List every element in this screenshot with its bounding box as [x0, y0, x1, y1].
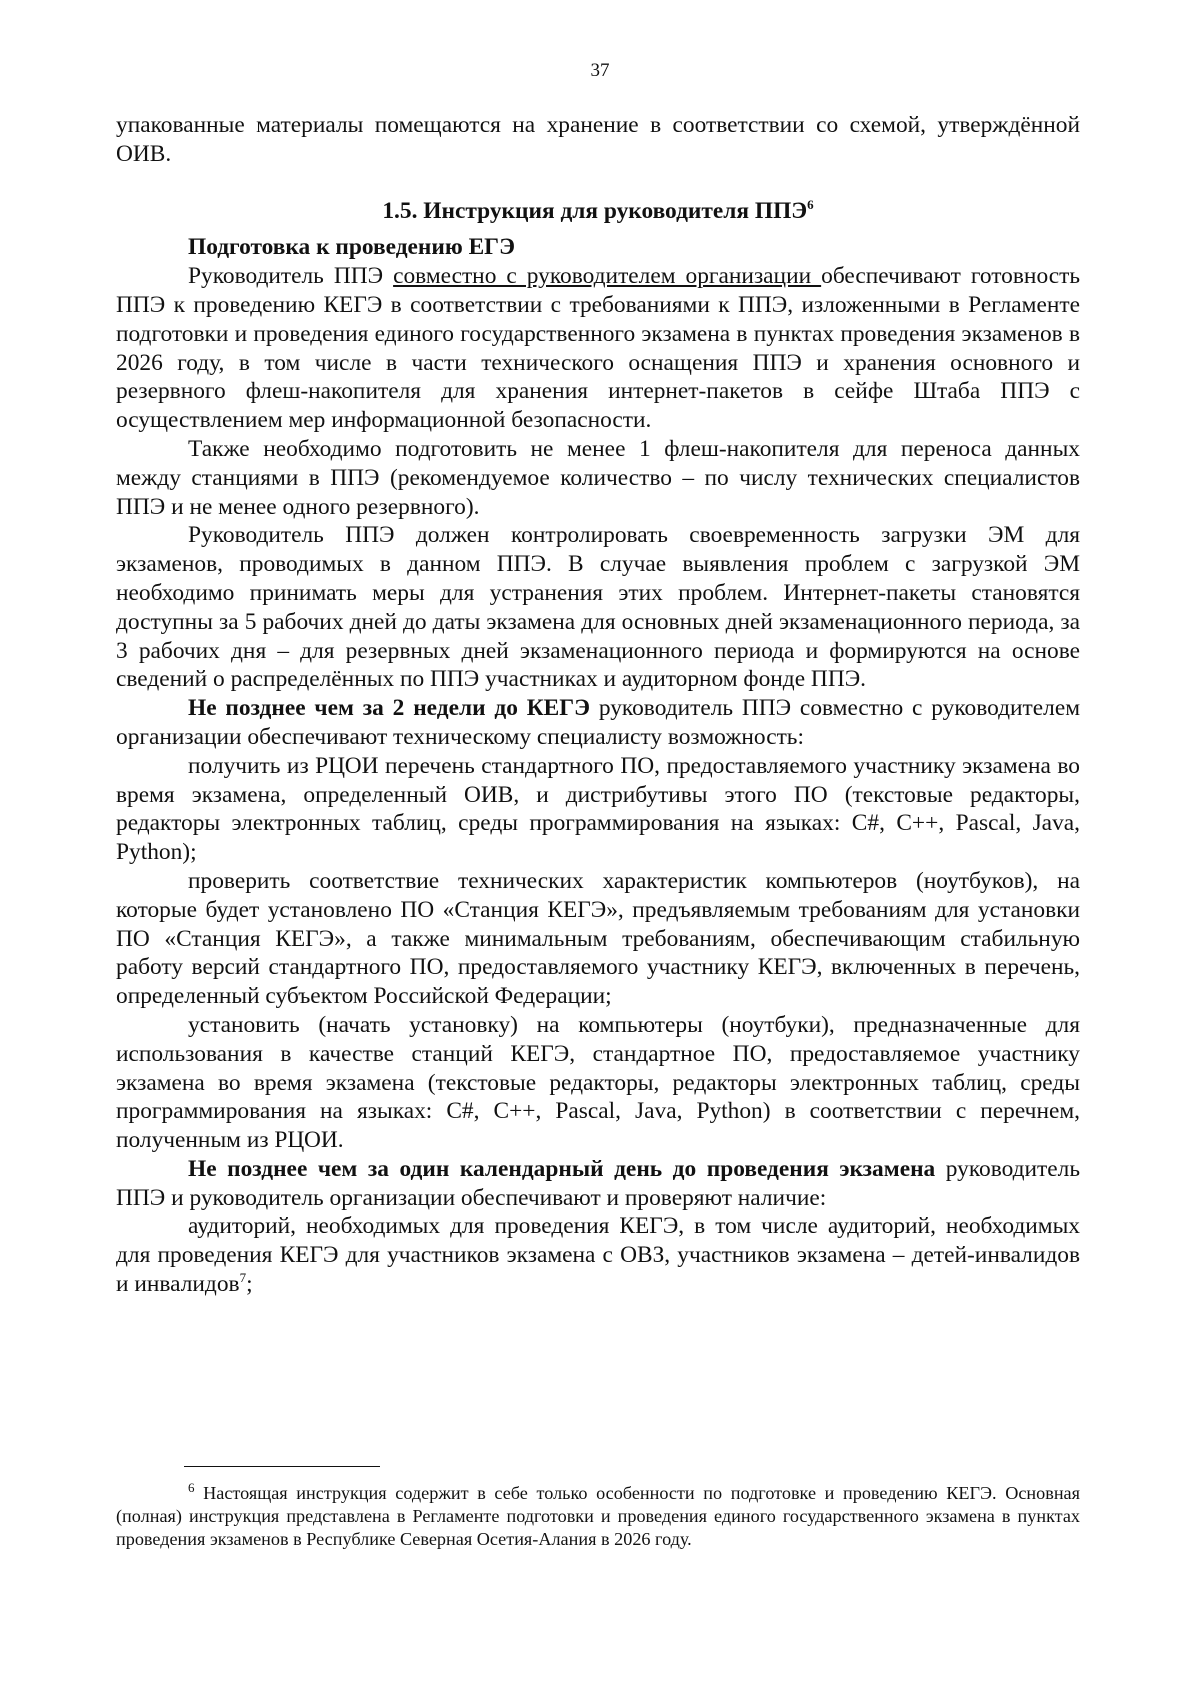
paragraph-5: получить из РЦОИ перечень стандартного ПО, предоставляемого участнику экзамена во время экзамена, определенный ОИВ, и дистрибутивы этого ПО (текстовые редакторы, редакторы электронных таблиц, среды программирования на языках: C#, C++, Pascal, Java, Python);: [116, 752, 1080, 866]
para1-lead: Руководитель ППЭ: [188, 263, 394, 290]
para9-text: аудиторий, необходимых для проведения КЕГЭ, в том числе аудиторий, необходимых для проведения КЕГЭ для участников экзамена с ОВЗ, участников экзамена – детей-инвалидов и инвалидов: [116, 1213, 1080, 1298]
para1-rest: обеспечивают готовность ППЭ к проведению КЕГЭ в соответствии с требованиями к ППЭ, изложенными в Регламенте подготовки и проведения единого государственного экзамена в пунктах проведения экзаменов в 2026 году, в том числе в части технического оснащения ППЭ и хранения основного и резервного флеш-накопителя для хранения интернет-пакетов в сейфе Штаба ППЭ с осуществлением мер информационной безопасности.: [116, 263, 1080, 434]
continuation-paragraph: упакованные материалы помещаются на хранение в соответствии со схемой, утверждённой ОИВ.: [116, 112, 1080, 167]
paragraph-1: [116, 262, 1080, 435]
para1-underlined: совместно с руководителем организации: [393, 263, 822, 290]
paragraph-6: проверить соответствие технических характеристик компьютеров (ноутбуков), на которые будет установлено ПО «Станция КЕГЭ», предъявляемым требованиям для установки ПО «Станция КЕГЭ», а также минимальным требованиям, обеспечивающим стабильную работу версий стандартного ПО, предоставляемого участнику КЕГЭ, включенных в перечень, определенный субъектом Российской Федерации;: [116, 867, 1080, 1010]
section-heading: [116, 197, 1080, 226]
footnote-text: Настоящая инструкция содержит в себе только особенности по подготовке и проведению КЕГЭ. Основная (полная) инструкция представлена в Регламенте подготовки и проведения единого государственного экзамена в пунктах проведения экзаменов в Республике Северная Осетия-Алания в 2026 году.: [116, 1483, 1080, 1549]
section-title: 1.5. Инструкция для руководителя ППЭ: [382, 197, 808, 224]
paragraph-8: [116, 1155, 1080, 1213]
paragraph-2: Также необходимо подготовить не менее 1 флеш-накопителя для переноса данных между станциями в ППЭ (рекомендуемое количество – по числу технических специалистов ППЭ и не менее одного резервного).: [116, 435, 1080, 520]
paragraph-9: [116, 1212, 1080, 1298]
page-body: [116, 111, 1080, 1299]
footnote-separator: [184, 1466, 380, 1467]
para8-bold: Не позднее чем за один календарный день до проведения экзамена: [188, 1155, 936, 1182]
subheading: Подготовка к проведению ЕГЭ: [188, 234, 515, 261]
para4-rest: руководитель ППЭ совместно с руководителем организации обеспечивают техническому специалисту возможность:: [116, 695, 1080, 750]
para8-rest: руководитель ППЭ и руководитель организации обеспечивают и проверяют наличие:: [116, 1155, 1080, 1211]
para4-bold: Не позднее чем за 2 недели до КЕГЭ: [188, 695, 591, 722]
paragraph-7: установить (начать установку) на компьютеры (ноутбуки), предназначенные для использования в качестве станций КЕГЭ, стандартное ПО, предоставляемое участнику экзамена во время экзамена (текстовые редакторы, редакторы электронных таблиц, среды программирования на языках: C#, C++, Pascal, Java, Python) в соответствии с перечнем, полученным из РЦОИ.: [116, 1011, 1080, 1154]
paragraph-4: [116, 694, 1080, 752]
page-number: 37: [590, 60, 610, 81]
paragraph-3: Руководитель ППЭ должен контролировать своевременность загрузки ЭМ для экзаменов, проводимых в данном ППЭ. В случае выявления проблем с загрузкой ЭМ необходимо принимать меры для устранения этих проблем. Интернет-пакеты становятся доступны за 5 рабочих дней до даты экзамена для основных дней экзаменационного периода, за 3 рабочих дня – для резервных дней экзаменационного периода и формируются на основе сведений о распределённых по ППЭ участниках и аудиторном фонде ППЭ.: [116, 522, 1080, 693]
footnote-ref-6[interactable]: 6: [807, 196, 814, 212]
para9-end: ;: [246, 1271, 253, 1298]
footnote-6: [116, 1479, 1080, 1551]
footnote-number: 6: [188, 1479, 195, 1495]
footnote-ref-7[interactable]: 7: [239, 1270, 247, 1286]
